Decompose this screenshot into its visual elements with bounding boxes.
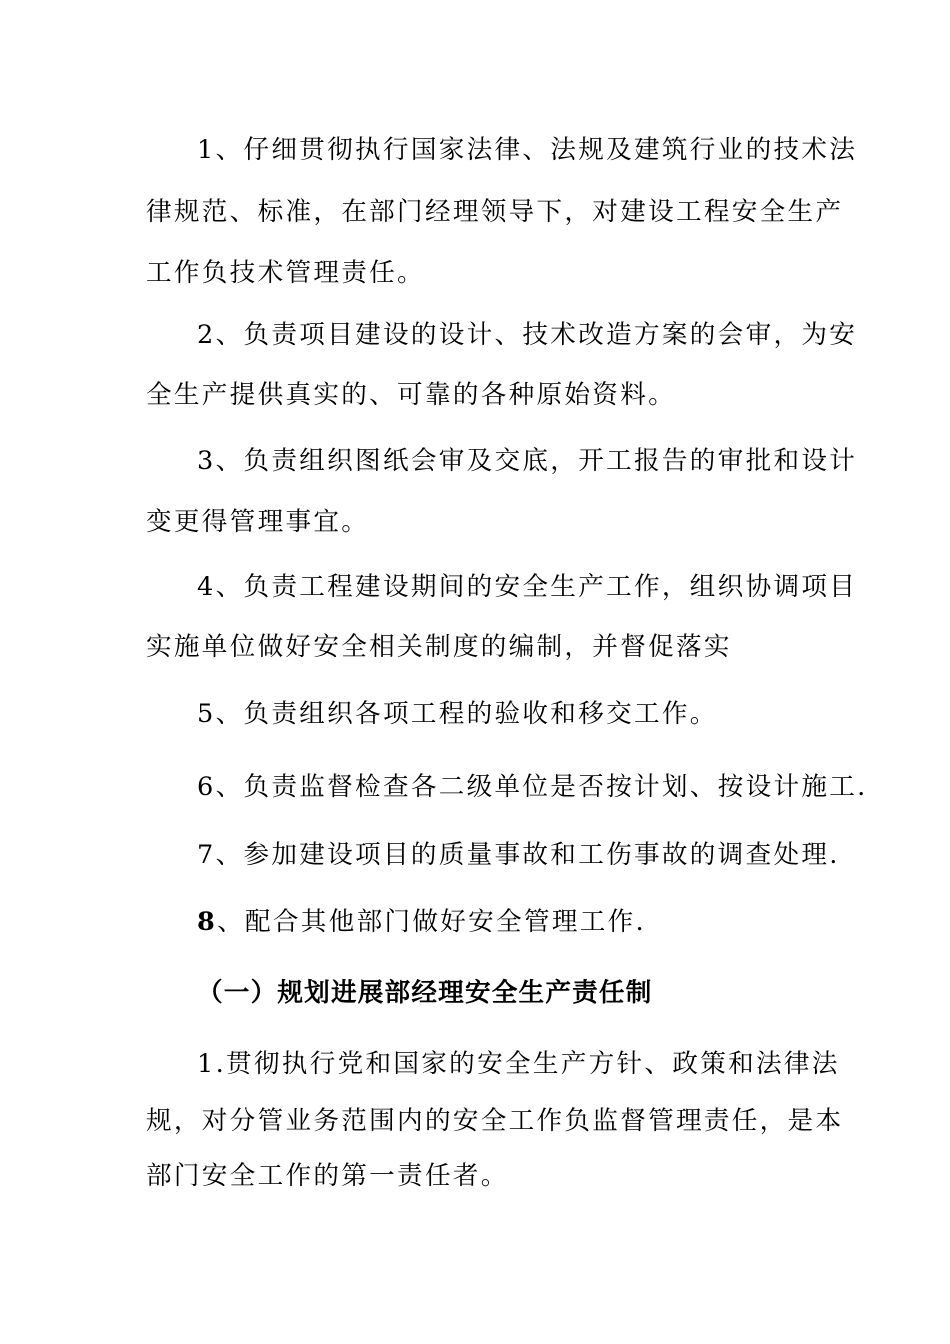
paragraph-line xyxy=(0,905,950,939)
paragraph-line: 6、负责监督检查各二级单位是否按计划、按设计施工. xyxy=(197,772,868,802)
paragraph-line: 7、参加建设项目的质量事故和工伤事故的调查处理. xyxy=(197,840,840,870)
paragraph-line: 3、负责组织图纸会审及交底，开工报告的审批和设计 xyxy=(197,446,858,476)
item-text: 、配合其他部门做好安全管理工作. xyxy=(217,907,646,937)
paragraph-line: 1.贯彻执行党和国家的安全生产方针、政策和法律法 xyxy=(197,1049,840,1079)
paragraph-line: 变更得管理事宜。 xyxy=(146,507,370,537)
paragraph-line: 5、负责组织各项工程的验收和移交工作。 xyxy=(197,699,718,729)
paragraph-line: 1、仔细贯彻执行国家法律、法规及建筑行业的技术法 xyxy=(197,135,858,165)
paragraph-line: 全生产提供真实的、可靠的各种原始资料。 xyxy=(146,380,676,410)
paragraph-line: 工作负技术管理责任。 xyxy=(146,258,425,288)
paragraph-line: 规，对分管业务范围内的安全工作负监督管理责任，是本 xyxy=(146,1106,844,1136)
paragraph-line: 4、负责工程建设期间的安全生产工作，组织协调项目 xyxy=(197,572,858,602)
paragraph-line: 2、负责项目建设的设计、技术改造方案的会审，为安 xyxy=(197,320,858,350)
paragraph-line: 部门安全工作的第一责任者。 xyxy=(146,1161,509,1191)
paragraph-line: 实施单位做好安全相关制度的编制，并督促落实 xyxy=(146,632,732,662)
paragraph-line: 律规范、标准，在部门经理领导下，对建设工程安全生产 xyxy=(146,197,844,227)
item-number: 8 xyxy=(197,907,218,937)
section-heading: （一）规划进展部经理安全生产责任制 xyxy=(197,978,653,1008)
